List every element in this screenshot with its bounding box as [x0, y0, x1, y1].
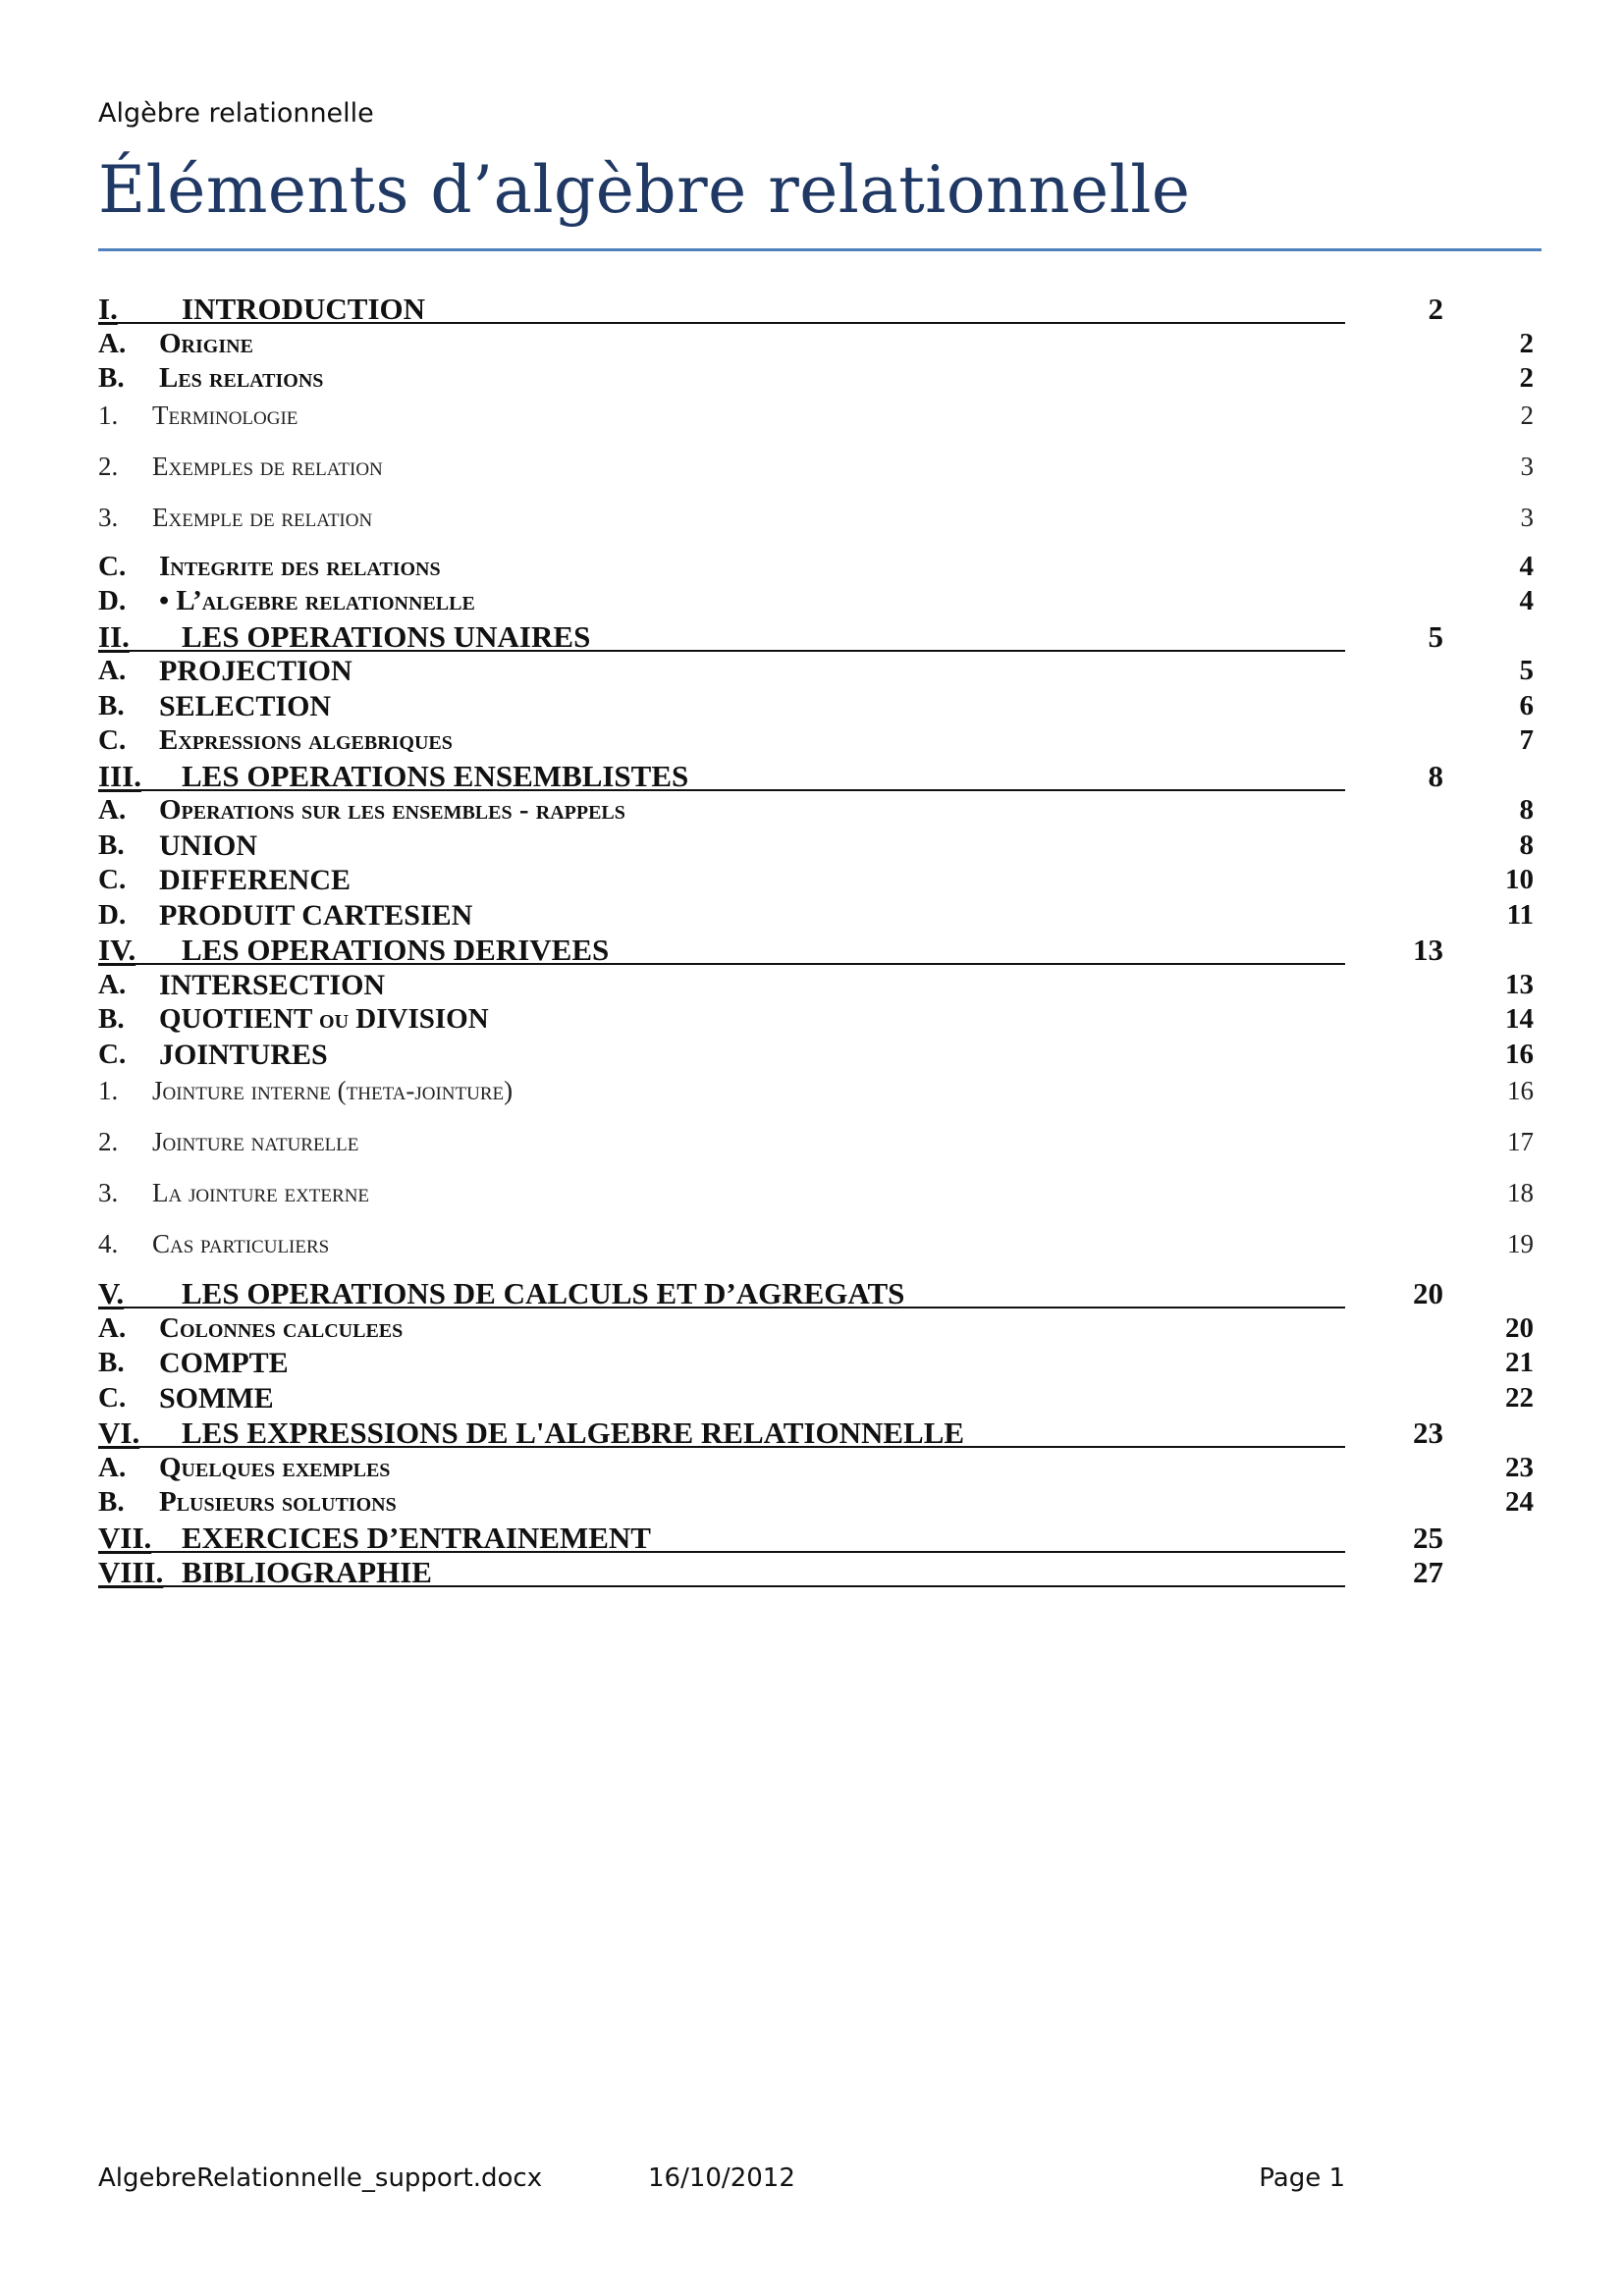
- toc-entry-page: 2: [1519, 362, 1534, 394]
- toc-entry-label: PRODUIT CARTESIEN: [159, 898, 473, 932]
- toc-entry-label: Jointure interne (theta-jointure): [152, 1076, 514, 1105]
- toc-entry-number: C.: [98, 864, 127, 895]
- toc-entry[interactable]: [98, 499, 1542, 550]
- toc-entry[interactable]: [98, 550, 1542, 585]
- toc-entry-page: 20: [1505, 1311, 1534, 1344]
- toc-entry-label: La jointure externe: [152, 1178, 370, 1207]
- toc-entry-page: 11: [1506, 898, 1534, 931]
- toc-entry-label: Les relations: [159, 362, 324, 394]
- toc-entry-label: EXERCICES D’ENTRAINEMENT: [182, 1520, 651, 1555]
- toc-entry[interactable]: [98, 828, 1542, 864]
- footer-filename: AlgebreRelationnelle_support.docx: [98, 2163, 543, 2193]
- toc-entry-page: 3: [1520, 451, 1534, 481]
- toc-entry-number: V.: [98, 1276, 125, 1310]
- toc-entry-number: B.: [98, 1486, 125, 1518]
- toc-entry-page: 6: [1519, 689, 1534, 721]
- toc-entry-number: 3.: [98, 1178, 119, 1207]
- toc-entry[interactable]: [98, 1038, 1542, 1073]
- toc-entry-page: 23: [1505, 1451, 1534, 1483]
- toc-entry-label: Jointure naturelle: [152, 1127, 359, 1156]
- toc-entry[interactable]: [98, 933, 1542, 968]
- toc-entry[interactable]: [98, 759, 1542, 794]
- toc-entry-page: 3: [1520, 502, 1534, 532]
- toc-entry-number: C.: [98, 1038, 127, 1070]
- toc-entry[interactable]: [98, 1451, 1542, 1486]
- toc-entry-page: 17: [1507, 1127, 1534, 1156]
- toc-entry-page: 20: [1413, 1276, 1443, 1310]
- toc-entry-number: D.: [98, 585, 127, 616]
- toc-entry-label: SELECTION: [159, 689, 332, 722]
- toc-entry-number: 4.: [98, 1229, 119, 1258]
- toc-entry-page: 5: [1519, 655, 1534, 686]
- toc-entry-number: A.: [98, 1311, 127, 1344]
- toc-entry-page: 13: [1413, 933, 1443, 967]
- document-header: Algèbre relationnelle: [98, 98, 374, 129]
- toc-entry-number: IV.: [98, 933, 136, 967]
- toc-entry[interactable]: [98, 1485, 1542, 1521]
- toc-entry-label: Integrite des relations: [159, 550, 441, 582]
- toc-entry-label: Terminologie: [152, 400, 298, 430]
- document-title: Éléments d’algèbre relationnelle: [98, 152, 1191, 228]
- toc-entry-number: A.: [98, 794, 127, 826]
- footer-date: 16/10/2012: [648, 2163, 795, 2193]
- toc-entry[interactable]: [98, 327, 1542, 362]
- toc-entry-label: LES OPERATIONS DE CALCULS ET D’AGREGATS: [182, 1276, 905, 1310]
- toc-entry-number: III.: [98, 758, 141, 793]
- toc-entry-label: INTERSECTION: [159, 968, 386, 1001]
- toc-entry[interactable]: [98, 1555, 1542, 1590]
- toc-entry-number: A.: [98, 968, 127, 1000]
- toc-entry-page: 22: [1505, 1381, 1534, 1414]
- toc-entry-label: Exemples de relation: [152, 451, 383, 481]
- toc-entry[interactable]: [98, 1415, 1542, 1451]
- toc-entry-page: 10: [1505, 864, 1534, 895]
- toc-entry[interactable]: [98, 1521, 1542, 1556]
- toc-entry-label: LES OPERATIONS DERIVEES: [182, 933, 610, 967]
- toc-entry-label: INTRODUCTION: [182, 292, 426, 326]
- toc-entry-page: 25: [1413, 1520, 1443, 1555]
- toc-entry-page: 7: [1519, 724, 1534, 756]
- toc-entry-number: B.: [98, 828, 125, 861]
- toc-entry-number: C.: [98, 550, 127, 582]
- toc-entry-label: LES OPERATIONS ENSEMBLISTES: [182, 758, 689, 793]
- toc-entry-label: Origine: [159, 327, 253, 359]
- toc-entry[interactable]: [98, 361, 1542, 397]
- toc-entry-page: 16: [1507, 1076, 1534, 1105]
- toc-entry-label: Exemple de relation: [152, 502, 373, 532]
- toc-entry-number: C.: [98, 1381, 127, 1414]
- toc-entry-label: • L’algebre relationnelle: [159, 585, 475, 616]
- table-of-contents: [98, 292, 1542, 1590]
- toc-entry-label: PROJECTION: [159, 655, 352, 687]
- toc-entry-page: 19: [1507, 1229, 1534, 1258]
- toc-entry-page: 16: [1505, 1038, 1534, 1070]
- toc-entry-number: A.: [98, 655, 127, 686]
- toc-entry-page: 27: [1413, 1555, 1443, 1589]
- toc-entry-page: 23: [1413, 1415, 1443, 1450]
- toc-entry-number: A.: [98, 327, 127, 359]
- toc-entry[interactable]: [98, 1072, 1542, 1123]
- toc-entry-page: 13: [1505, 968, 1534, 1000]
- toc-entry-label: Operations sur les ensembles - rappels: [159, 794, 625, 826]
- toc-entry[interactable]: [98, 898, 1542, 934]
- toc-entry-label: JOINTURES: [159, 1038, 328, 1071]
- toc-entry-number: 3.: [98, 502, 119, 532]
- toc-entry-number: VIII.: [98, 1555, 164, 1589]
- toc-entry[interactable]: [98, 584, 1542, 619]
- toc-entry-number: C.: [98, 724, 127, 756]
- toc-entry-label: QUOTIENT ou DIVISION: [159, 1003, 489, 1035]
- toc-entry-page: 21: [1505, 1347, 1534, 1378]
- toc-entry[interactable]: [98, 397, 1542, 448]
- toc-entry[interactable]: [98, 689, 1542, 724]
- toc-entry[interactable]: [98, 1123, 1542, 1174]
- toc-entry[interactable]: [98, 1002, 1542, 1038]
- toc-entry-number: VII.: [98, 1520, 152, 1555]
- toc-entry-number: II.: [98, 618, 130, 654]
- toc-entry-number: B.: [98, 362, 125, 394]
- toc-entry-label: Cas particuliers: [152, 1229, 330, 1258]
- title-underline: [98, 248, 1542, 251]
- toc-entry[interactable]: [98, 1311, 1542, 1347]
- toc-entry-number: 1.: [98, 1076, 119, 1105]
- toc-entry[interactable]: [98, 1174, 1542, 1225]
- toc-entry-page: 2: [1428, 292, 1443, 326]
- toc-entry-label: Expressions algebriques: [159, 724, 453, 756]
- toc-entry[interactable]: [98, 723, 1542, 759]
- toc-entry[interactable]: [98, 968, 1542, 1003]
- toc-entry-page: 5: [1428, 618, 1443, 654]
- toc-entry[interactable]: [98, 654, 1542, 689]
- toc-entry-label: BIBLIOGRAPHIE: [182, 1555, 432, 1589]
- toc-entry-label: Colonnes calculees: [159, 1311, 404, 1344]
- toc-entry-label: LES OPERATIONS UNAIRES: [182, 618, 591, 654]
- toc-entry-label: DIFFERENCE: [159, 864, 352, 896]
- toc-entry[interactable]: [98, 863, 1542, 898]
- toc-entry-number: I.: [98, 292, 118, 326]
- toc-entry[interactable]: [98, 1225, 1542, 1276]
- toc-entry[interactable]: [98, 448, 1542, 499]
- toc-entry-page: 4: [1519, 585, 1534, 616]
- toc-entry-number: 2.: [98, 1127, 119, 1156]
- toc-entry-number: B.: [98, 1003, 125, 1035]
- toc-entry-label: LES EXPRESSIONS DE L'ALGEBRE RELATIONNELLE: [182, 1415, 965, 1450]
- toc-entry[interactable]: [98, 292, 1542, 327]
- toc-entry-page: 8: [1428, 758, 1443, 793]
- toc-entry-number: 1.: [98, 400, 119, 430]
- toc-entry-number: VI.: [98, 1415, 140, 1450]
- toc-entry[interactable]: [98, 619, 1542, 655]
- toc-entry[interactable]: [98, 1346, 1542, 1381]
- toc-entry-page: 8: [1519, 828, 1534, 861]
- toc-entry-page: 18: [1507, 1178, 1534, 1207]
- toc-entry-page: 14: [1505, 1003, 1534, 1035]
- toc-entry-number: D.: [98, 898, 127, 931]
- toc-entry-label: UNION: [159, 828, 258, 862]
- toc-entry-page: 2: [1520, 400, 1534, 430]
- toc-entry-page: 4: [1519, 550, 1534, 582]
- footer-page-number: Page 1: [1259, 2163, 1345, 2193]
- toc-entry[interactable]: [98, 1276, 1542, 1311]
- toc-entry-number: 2.: [98, 451, 119, 481]
- toc-entry-label: SOMME: [159, 1381, 274, 1415]
- toc-entry-number: B.: [98, 1347, 125, 1378]
- toc-entry-number: A.: [98, 1451, 127, 1483]
- toc-entry[interactable]: [98, 793, 1542, 828]
- toc-entry-page: 8: [1519, 794, 1534, 826]
- toc-entry-label: Quelques exemples: [159, 1451, 391, 1483]
- toc-entry[interactable]: [98, 1381, 1542, 1416]
- toc-entry-page: 2: [1519, 327, 1534, 359]
- toc-entry-label: Plusieurs solutions: [159, 1486, 397, 1518]
- toc-entry-page: 24: [1505, 1486, 1534, 1518]
- toc-entry-number: B.: [98, 689, 125, 721]
- toc-entry-label: COMPTE: [159, 1347, 289, 1379]
